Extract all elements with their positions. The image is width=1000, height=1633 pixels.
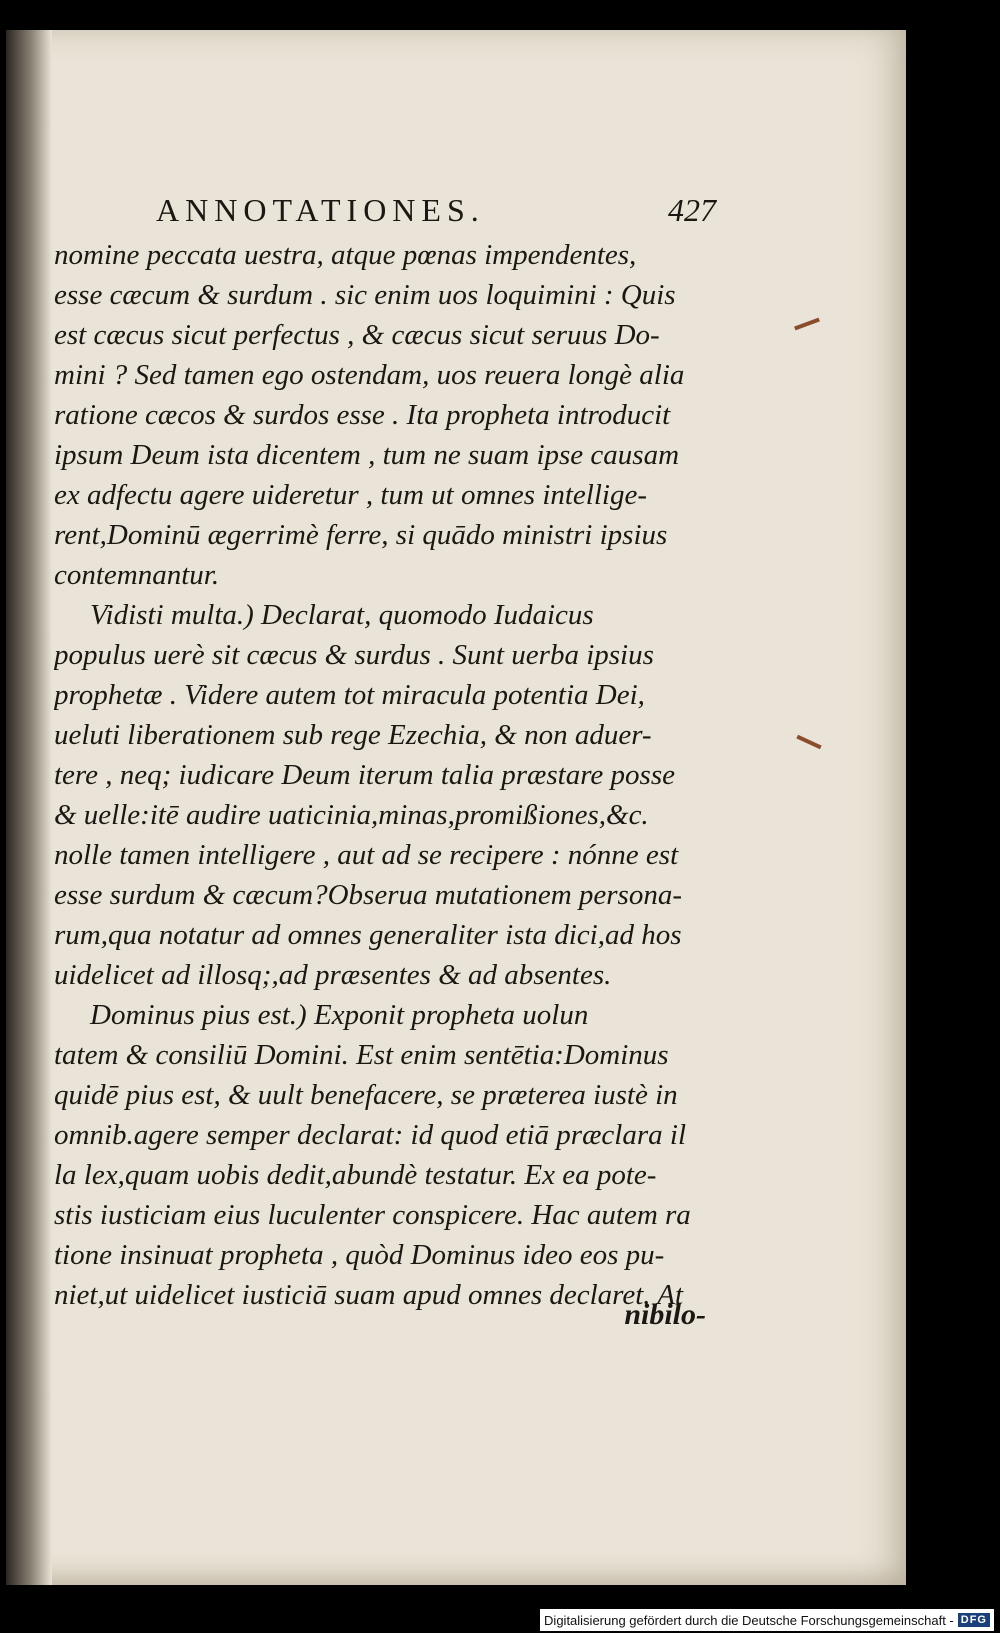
text-line: uidelicet ad illosq;,ad præsentes & ad absentes. [54, 959, 612, 991]
text-line: prophetæ . Videre autem tot miracula potentia Dei, [54, 679, 645, 711]
text-line: ueluti liberationem sub rege Ezechia, & non aduer- [54, 719, 652, 751]
text-line: niet,ut uidelicet iusticiā suam apud omnes declaret. At [54, 1279, 684, 1311]
catchword: nibilo- [624, 1298, 706, 1331]
text-line: Dominus pius est.) Exponit propheta uolun [90, 999, 589, 1031]
text-line: mini ? Sed tamen ego ostendam, uos reuera longè alia [54, 359, 685, 391]
dfg-logo: DFG [958, 1613, 990, 1627]
text-line: & uelle:itē audire uaticinia,minas,promißiones,&c. [54, 799, 649, 831]
text-line: tione insinuat propheta , quòd Dominus ideo eos pu- [54, 1239, 665, 1271]
text-line: ipsum Deum ista dicentem , tum ne suam ipse causam [54, 439, 680, 471]
text-line: la lex,quam uobis dedit,abundè testatur. Ex ea pote- [54, 1159, 657, 1191]
book-page [6, 30, 906, 1585]
text-line: ratione cæcos & surdos esse . Ita propheta introducit [54, 399, 671, 431]
ink-stain [796, 735, 821, 750]
text-line: nolle tamen intelligere , aut ad se recipere : nónne est [54, 839, 679, 871]
text-line: rum,qua notatur ad omnes generaliter ista dici,ad hos [54, 919, 682, 951]
running-header [156, 192, 716, 232]
text-line: tatem & consiliū Domini. Est enim sentētia:Dominus [54, 1039, 669, 1071]
page-number: 427 [668, 192, 716, 228]
text-line: populus uerè sit cæcus & surdus . Sunt uerba ipsius [54, 639, 654, 671]
text-line: ex adfectu agere uideretur , tum ut omnes intellige- [54, 479, 647, 511]
text-line: contemnantur. [54, 559, 220, 591]
digitization-footer [540, 1609, 994, 1631]
footer-credit: Digitalisierung gefördert durch die Deutsche Forschungsgemeinschaft - [544, 1612, 954, 1628]
text-line: esse surdum & cæcum?Obserua mutationem persona- [54, 879, 683, 911]
page-binding [6, 30, 52, 1585]
body-text [54, 235, 719, 1315]
text-line: quidē pius est, & uult benefacere, se præterea iustè in [54, 1079, 678, 1111]
text-line: omnib.agere semper declarat: id quod etiā præclara il [54, 1119, 687, 1151]
text-line: Vidisti multa.) Declarat, quomodo Iudaicus [90, 599, 594, 631]
text-line: rent,Dominū ægerrimè ferre, si quādo ministri ipsius [54, 519, 668, 551]
text-line: tere , neq; iudicare Deum iterum talia præstare posse [54, 759, 675, 791]
text-line: stis iusticiam eius luculenter conspicere. Hac autem ra [54, 1199, 691, 1231]
text-line: nomine peccata uestra, atque pœnas impendentes, [54, 239, 637, 271]
running-title: ANNOTATIONES. [156, 192, 485, 228]
ink-stain [794, 318, 820, 331]
text-line: est cæcus sicut perfectus , & cæcus sicut seruus Do- [54, 319, 660, 351]
text-line: esse cæcum & surdum . sic enim uos loquimini : Quis [54, 279, 676, 311]
